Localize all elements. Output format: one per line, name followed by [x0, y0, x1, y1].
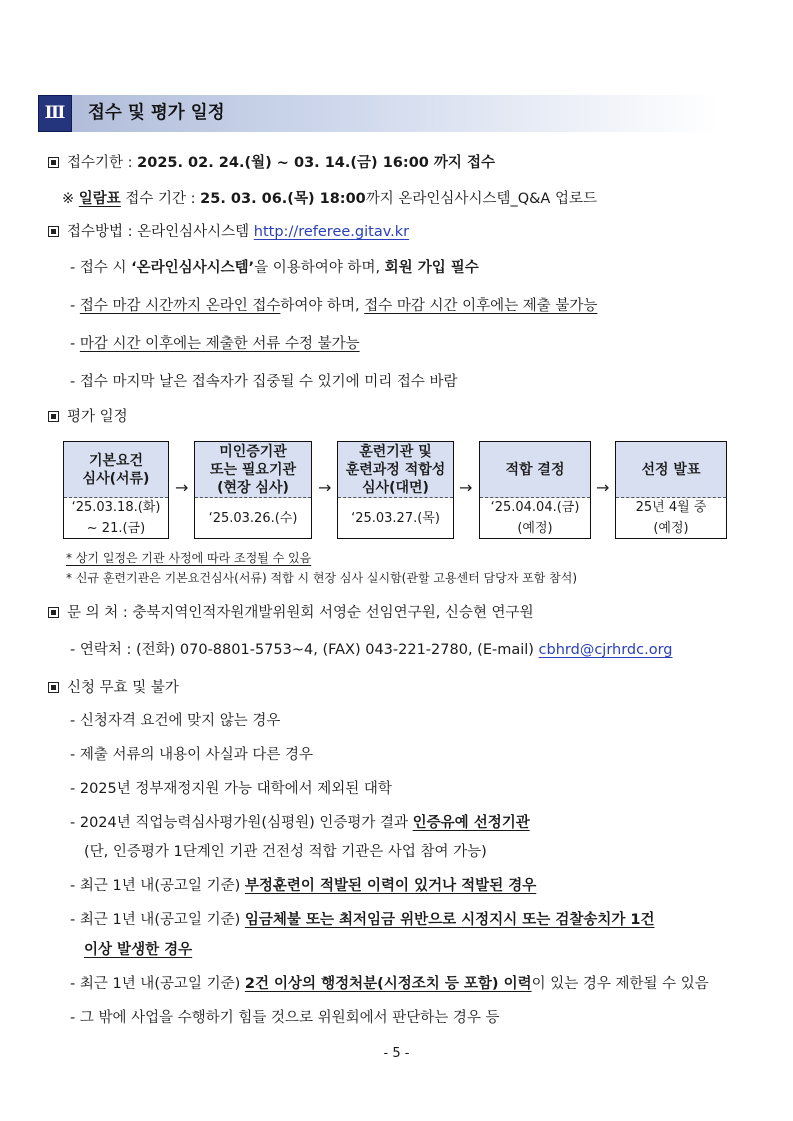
flow-step-date: 25년 4월 중 (예정) [635, 500, 707, 536]
deadline-value: 2025. 02. 24.(월) ~ 03. 14.(금) 16:00 까지 접수 [137, 155, 495, 171]
flow-step [63, 441, 169, 539]
flow-step-date: ‘25.03.27.(목) [351, 510, 440, 526]
invalid-item: - 신청자격 요건에 맞지 않는 경우 [70, 713, 281, 729]
schedule-note: * 상기 일정은 기관 사정에 따라 조정될 수 있음 [66, 551, 312, 565]
method-item: - 접수 마지막 날은 접속자가 집중될 수 있기에 미리 접수 바람 [70, 374, 458, 390]
invalid-label: 신청 무효 및 불가 [48, 678, 179, 698]
invalid-item-sub: (단, 인증평가 1단계인 기관 건전성 적합 기관은 사업 참여 가능) [84, 844, 487, 860]
evaluation-label: 평가 일정 [48, 407, 128, 427]
flow-arrow-icon: → [318, 478, 332, 497]
page-number: - 5 - [383, 1046, 410, 1061]
flow-step-title: 미인증기관 또는 필요기관 (현장 심사) [195, 442, 311, 498]
flow-arrow-icon: → [596, 478, 610, 497]
section-number: Ⅲ [38, 95, 72, 132]
flow-step-title: 적합 결정 [480, 442, 590, 498]
flow-step-date: ‘25.04.04.(금) (예정) [490, 500, 580, 536]
method-item: - 접수 시 ‘온라인심사시스템’을 이용하여야 하며, 회원 가입 필수 [70, 260, 479, 276]
schedule-note: * 신규 훈련기관은 기본요건심사(서류) 적합 시 현장 심사 실시함(관할 고용센터 담당자 포함 참석) [66, 571, 577, 585]
flow-step-date: ‘25.03.26.(수) [208, 510, 298, 526]
flow-step [615, 441, 727, 539]
invalid-item: - 제출 서류의 내용이 사실과 다른 경우 [70, 747, 313, 763]
invalid-item: - 2025년 정부재정지원 가능 대학에서 제외된 대학 [70, 781, 392, 797]
flow-step-date: ‘25.03.18.(화) ~ 21.(금) [71, 500, 161, 536]
flow-step-title: 훈련기관 및 훈련과정 적합성 심사(대면) [338, 442, 453, 498]
flow-step [479, 441, 591, 539]
contact-line: 문 의 처 : 충북지역인적자원개발위원회 서영순 선임연구원, 신승현 연구원 [48, 603, 534, 623]
square-bullet-icon [48, 157, 59, 168]
invalid-item: - 최근 1년 내(공고일 기준) 임금체불 또는 최저임금 위반으로 시정지시 또는 검찰송치가 1건 [70, 912, 655, 928]
flow-step-title: 기본요건 심사(서류) [64, 442, 168, 498]
method-line: 접수방법 : 온라인심사시스템 http://referee.gitav.kr [48, 222, 409, 242]
invalid-item: - 최근 1년 내(공고일 기준) 2건 이상의 행정처분(시정조치 등 포함) 이력이 있는 경우 제한될 수 있음 [70, 976, 709, 992]
square-bullet-icon [48, 226, 59, 237]
section-header [38, 95, 718, 132]
invalid-item: - 2024년 직업능력심사평가원(심평원) 인증평가 결과 인증유예 선정기관 [70, 815, 530, 831]
invalid-item: - 그 밖에 사업을 수행하기 힘들 것으로 위원회에서 판단하는 경우 등 [70, 1010, 500, 1026]
flow-arrow-icon: → [459, 478, 473, 497]
contact-detail: - 연락처 : (전화) 070-8801-5753~4, (FAX) 043-221-2780, (E-mail) cbhrd@cjrhrdc.org [70, 642, 673, 658]
method-item: - 접수 마감 시간까지 온라인 접수하여야 하며, 접수 마감 시간 이후에는 제출 불가능 [70, 298, 598, 314]
square-bullet-icon [48, 411, 59, 422]
invalid-item-cont: 이상 발생한 경우 [84, 942, 193, 958]
deadline-note: ※ 일람표 접수 기간 : 25. 03. 06.(목) 18:00까지 온라인심사시스템_Q&A 업로드 [62, 191, 597, 207]
deadline-line: 접수기한 : 2025. 02. 24.(월) ~ 03. 14.(금) 16:00 까지 접수 [48, 153, 495, 173]
flow-step [337, 441, 454, 539]
email-link[interactable]: cbhrd@cjrhrdc.org [538, 642, 673, 658]
flow-step-title: 선정 발표 [616, 442, 726, 498]
referee-url-link[interactable]: http://referee.gitav.kr [253, 224, 410, 240]
method-item: - 마감 시간 이후에는 제출한 서류 수정 불가능 [70, 336, 360, 352]
square-bullet-icon [48, 682, 59, 693]
flow-step [194, 441, 312, 539]
flow-arrow-icon: → [175, 478, 189, 497]
invalid-item: - 최근 1년 내(공고일 기준) 부정훈련이 적발된 이력이 있거나 적발된 경우 [70, 878, 537, 894]
section-title: 접수 및 평가 일정 [88, 103, 225, 123]
square-bullet-icon [48, 607, 59, 618]
